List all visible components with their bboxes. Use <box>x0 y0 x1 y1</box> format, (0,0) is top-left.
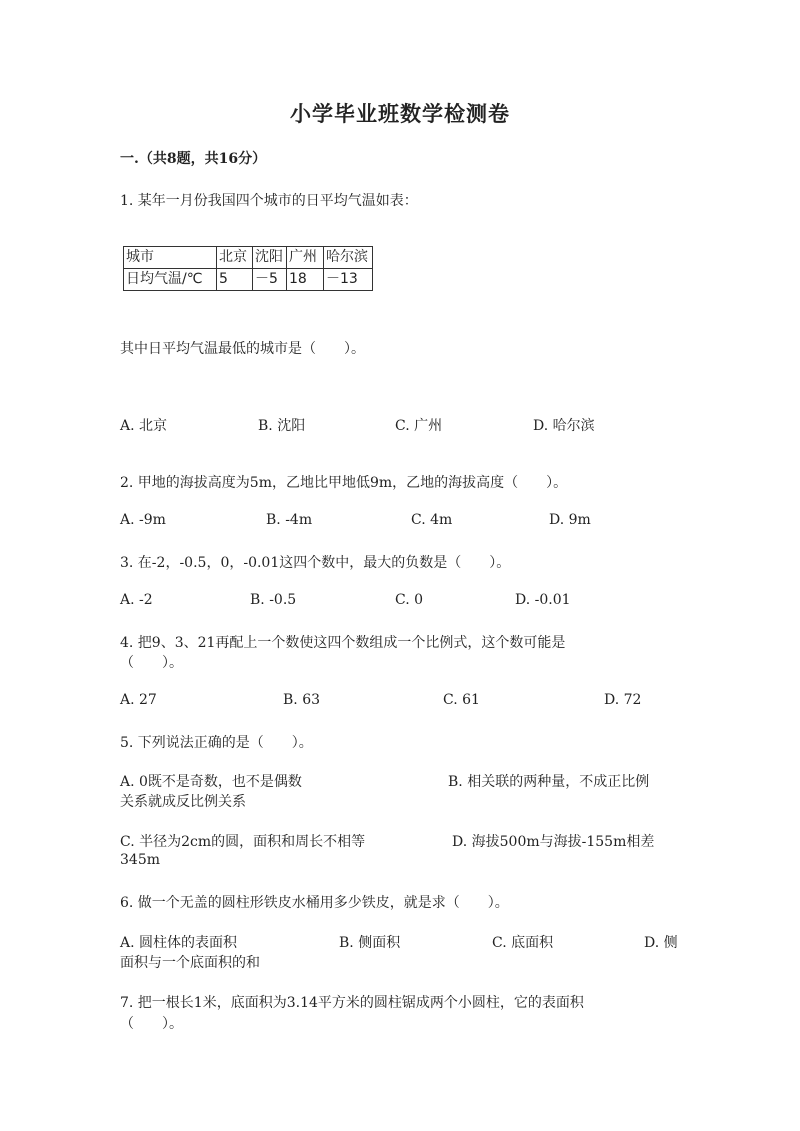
question-5-option-c[interactable]: C. 半径为2cm的圆，面积和周长不相等 <box>120 834 366 850</box>
page-title: 小学毕业班数学检测卷 <box>290 101 510 126</box>
question-1-question: 其中日平均气温最低的城市是（ ）。 <box>120 341 365 357</box>
temperature-table <box>123 246 373 291</box>
question-5-option-b[interactable]: B. 相关联的两种量，不成正比例 <box>448 774 650 790</box>
question-5-option-d-continued: 345m <box>120 852 160 868</box>
question-1-stem: 1. 某年一月份我国四个城市的日平均气温如表： <box>120 193 418 209</box>
question-2-option-d[interactable]: D. 9m <box>549 512 591 528</box>
table-cell: 哈尔滨 <box>324 247 373 269</box>
question-5-option-b-continued: 关系就成反比例关系 <box>120 794 246 810</box>
question-6-option-c[interactable]: C. 底面积 <box>492 935 554 951</box>
question-5-option-d[interactable]: D. 海拔500m与海拔-155m相差 <box>452 834 655 850</box>
question-6-option-d[interactable]: D. 侧 <box>644 935 678 951</box>
question-4-option-a[interactable]: A. 27 <box>120 692 157 708</box>
table-row <box>124 269 373 291</box>
question-5-stem: 5. 下列说法正确的是（ ）。 <box>120 735 313 751</box>
question-2-stem: 2. 甲地的海拔高度为5m，乙地比甲地低9m，乙地的海拔高度（ ）。 <box>120 475 568 491</box>
question-1-option-b[interactable]: B. 沈阳 <box>258 418 306 434</box>
section-heading: 一.（共8题，共16分） <box>120 151 267 167</box>
table-cell: 北京 <box>217 247 253 269</box>
table-cell: －13 <box>324 269 373 291</box>
question-4-stem-continued: （ ）。 <box>120 655 183 671</box>
question-3-option-b[interactable]: B. -0.5 <box>250 592 297 608</box>
question-5-option-a[interactable]: A. 0既不是奇数，也不是偶数 <box>120 774 302 790</box>
question-3-option-d[interactable]: D. -0.01 <box>515 592 571 608</box>
table-cell: 城市 <box>124 247 217 269</box>
question-6-option-b[interactable]: B. 侧面积 <box>339 935 401 951</box>
question-2-option-c[interactable]: C. 4m <box>411 512 453 528</box>
table-cell: 沈阳 <box>253 247 287 269</box>
table-cell: －5 <box>253 269 287 291</box>
table-cell: 日均气温/℃ <box>124 269 217 291</box>
question-1-option-a[interactable]: A. 北京 <box>120 418 168 434</box>
table-cell: 广州 <box>287 247 324 269</box>
question-2-option-b[interactable]: B. -4m <box>266 512 313 528</box>
table-cell: 5 <box>217 269 253 291</box>
question-6-option-a[interactable]: A. 圆柱体的表面积 <box>120 935 238 951</box>
question-7-stem-continued: （ ）。 <box>120 1016 183 1032</box>
question-3-option-a[interactable]: A. -2 <box>120 592 153 608</box>
question-7-stem: 7. 把一根长1米，底面积为3.14平方米的圆柱锯成两个小圆柱，它的表面积 <box>120 995 584 1011</box>
question-3-option-c[interactable]: C. 0 <box>395 592 424 608</box>
question-6-option-d-continued: 面积与一个底面积的和 <box>120 955 260 971</box>
table-cell: 18 <box>287 269 324 291</box>
table-row <box>124 247 373 269</box>
question-1-option-d[interactable]: D. 哈尔滨 <box>533 418 595 434</box>
question-1-option-c[interactable]: C. 广州 <box>395 418 443 434</box>
question-4-option-b[interactable]: B. 63 <box>283 692 321 708</box>
question-4-option-c[interactable]: C. 61 <box>443 692 480 708</box>
question-3-stem: 3. 在-2，-0.5，0，-0.01这四个数中，最大的负数是（ ）。 <box>120 555 511 571</box>
question-4-option-d[interactable]: D. 72 <box>604 692 642 708</box>
question-4-stem: 4. 把9、3、21再配上一个数使这四个数组成一个比例式，这个数可能是 <box>120 635 566 651</box>
question-6-stem: 6. 做一个无盖的圆柱形铁皮水桶用多少铁皮，就是求（ ）。 <box>120 895 509 911</box>
question-2-option-a[interactable]: A. -9m <box>120 512 166 528</box>
